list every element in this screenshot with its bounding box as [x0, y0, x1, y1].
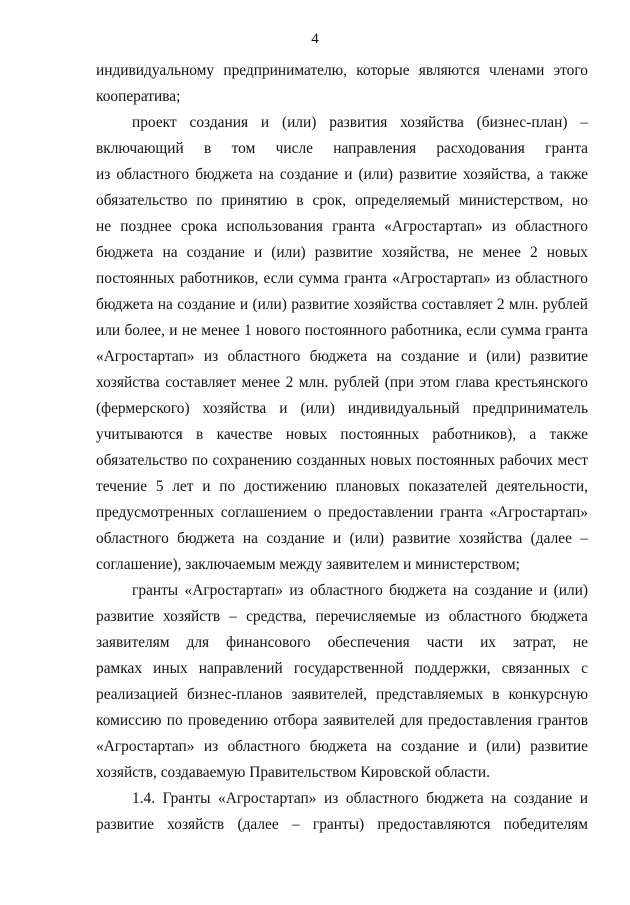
text-line: проект создания и (или) развития хозяйства (бизнес-план) – [132, 114, 588, 131]
text-line: заявителям для финансового обеспечения части их затрат, не [96, 634, 588, 651]
text-line: индивидуальному предпринимателю, которые являются членами этого [96, 62, 588, 79]
text-line: предусмотренных соглашением о предоставлении гранта «Агростартап» [96, 504, 588, 521]
text-line: обязательство по сохранению созданных новых постоянных рабочих мест [96, 452, 588, 469]
text-line: развитие хозяйств (далее – гранты) предоставляются победителям [96, 816, 588, 833]
text-line: течение 5 лет и по достижению плановых показателей деятельности, [96, 478, 588, 495]
text-line: бюджета на создание и (или) развитие хозяйства, не менее 2 новых [96, 244, 588, 261]
paragraph-cooperative-members [96, 58, 588, 110]
paragraph-section-1-4 [96, 786, 588, 838]
text-line: соглашение), заключаемым между заявителем и министерством; [96, 556, 520, 573]
text-line: реализацией бизнес-планов заявителей, представляемых в конкурсную [96, 686, 588, 703]
paragraph-grants-definition [96, 578, 588, 786]
text-line: бюджета на создание и (или) развитие хозяйства составляет 2 млн. рублей [96, 296, 588, 313]
text-line: 1.4. Гранты «Агростартап» из областного бюджета на создание и [132, 790, 588, 807]
text-line: (фермерского) хозяйства и (или) индивидуальный предприниматель [96, 400, 588, 417]
text-line: хозяйств, создаваемую Правительством Кировской области. [96, 764, 490, 781]
text-line: комиссию по проведению отбора заявителей для предоставления грантов [96, 712, 588, 729]
text-line: кооператива; [96, 88, 181, 105]
text-line: «Агростартап» из областного бюджета на создание и (или) развитие [96, 348, 588, 365]
text-line: учитываются в качестве новых постоянных работников), а также [96, 426, 588, 443]
text-line: или более, и не менее 1 нового постоянного работника, если сумма гранта [96, 322, 588, 339]
page-number: 4 [311, 31, 319, 47]
text-line: постоянных работников, если сумма гранта «Агростартап» из областного [96, 270, 588, 287]
text-line: гранты «Агростартап» из областного бюджета на создание и (или) [132, 582, 588, 599]
text-line: включающий в том числе направления расходования гранта [96, 140, 588, 157]
text-line: областного бюджета на создание и (или) развитие хозяйства (далее – [96, 530, 588, 547]
paragraph-business-plan [96, 110, 588, 578]
text-line: не позднее срока использования гранта «Агростартап» из областного [96, 218, 588, 235]
text-line: рамках иных направлений государственной поддержки, связанных с [96, 660, 588, 677]
text-line: хозяйства составляет менее 2 млн. рублей (при этом глава крестьянского [96, 374, 588, 391]
text-line: развитие хозяйств – средства, перечисляемые из областного бюджета [96, 608, 588, 625]
text-line: из областного бюджета на создание и (или) развитие хозяйства, а также [96, 166, 588, 183]
text-line: обязательство по принятию в срок, определяемый министерством, но [96, 192, 588, 209]
text-line: «Агростартап» из областного бюджета на создание и (или) развитие [96, 738, 588, 755]
